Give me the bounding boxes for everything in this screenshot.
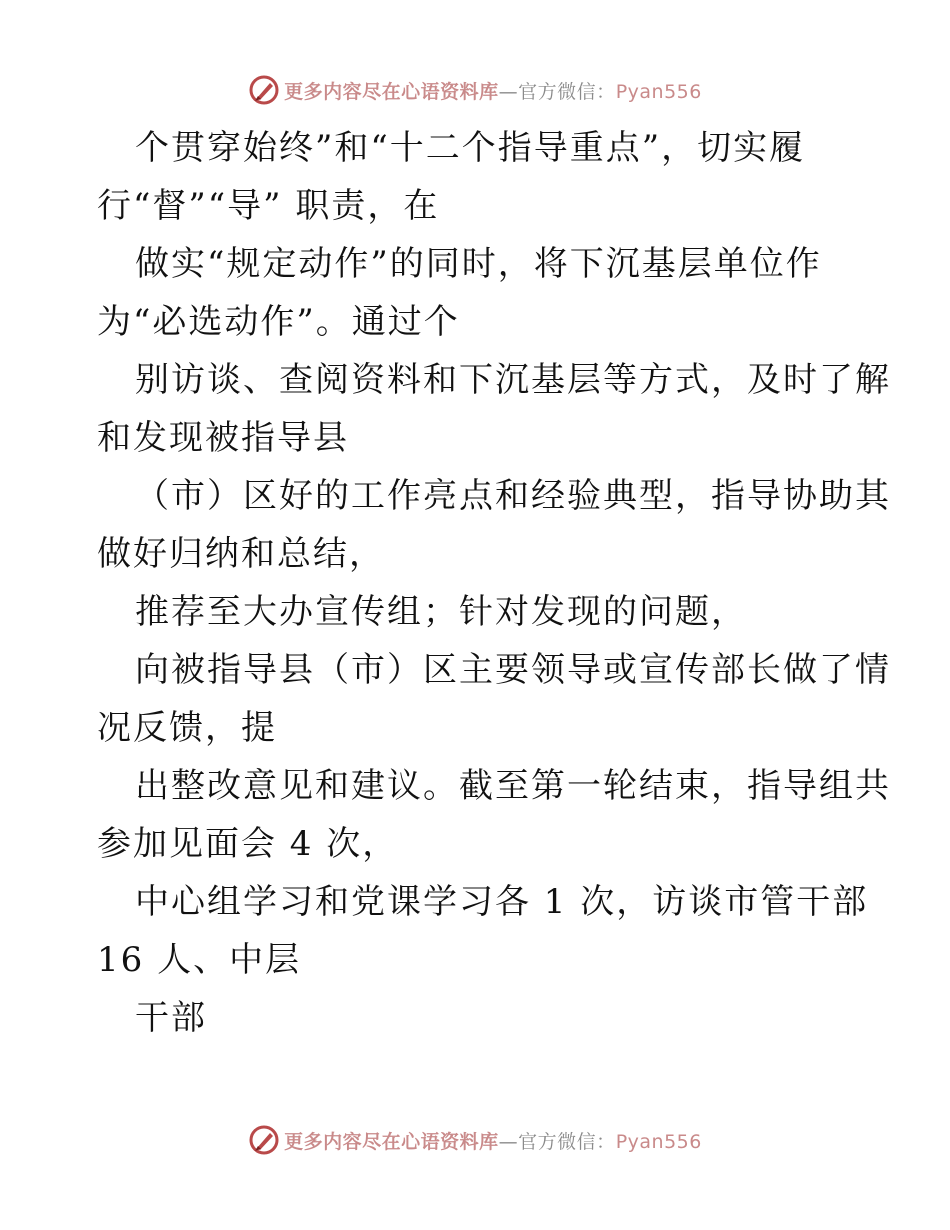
body-line: 况反馈，提 <box>97 708 277 748</box>
body-line: 16 人、中层 <box>97 940 302 980</box>
pen-logo-icon <box>248 74 280 106</box>
body-line: 做实“规定动作”的同时，将下沉基层单位作 <box>135 244 822 284</box>
watermark-text <box>284 1127 702 1154</box>
header-watermark <box>0 70 950 110</box>
body-line: 为“必选动作”。通过个 <box>97 302 460 342</box>
body-line: （市）区好的工作亮点和经验典型，指导协助其 <box>135 476 891 516</box>
body-line: 向被指导县（市）区主要领导或宣传部长做了情 <box>135 650 891 690</box>
body-line: 别访谈、查阅资料和下沉基层等方式，及时了解 <box>135 360 891 400</box>
footer-watermark <box>0 1120 950 1160</box>
body-line: 推荐至大办宣传组；针对发现的问题， <box>135 592 747 632</box>
body-line: 和发现被指导县 <box>97 418 349 458</box>
watermark-id: Pyan556 <box>615 1130 702 1153</box>
body-line: 做好归纳和总结， <box>97 534 385 574</box>
body-line: 出整改意见和建议。截至第一轮结束，指导组共 <box>135 766 891 806</box>
body-line: 行“督”“导” 职责，在 <box>97 186 440 226</box>
pen-logo-icon <box>248 1124 280 1156</box>
body-line: 参加见面会 4 次， <box>97 824 399 864</box>
body-line: 中心组学习和党课学习各 1 次，访谈市管干部 <box>135 882 869 922</box>
body-line: 个贯穿始终”和“十二个指导重点”，切实履 <box>135 128 806 168</box>
body-line: 干部 <box>135 998 207 1038</box>
watermark-id: Pyan556 <box>615 80 702 103</box>
watermark-text <box>284 77 702 104</box>
watermark-main: 更多内容尽在心语资料库 <box>284 1130 499 1153</box>
watermark-dash: —官方微信： <box>498 80 616 103</box>
watermark-main: 更多内容尽在心语资料库 <box>284 80 499 103</box>
watermark-dash: —官方微信： <box>498 1130 616 1153</box>
